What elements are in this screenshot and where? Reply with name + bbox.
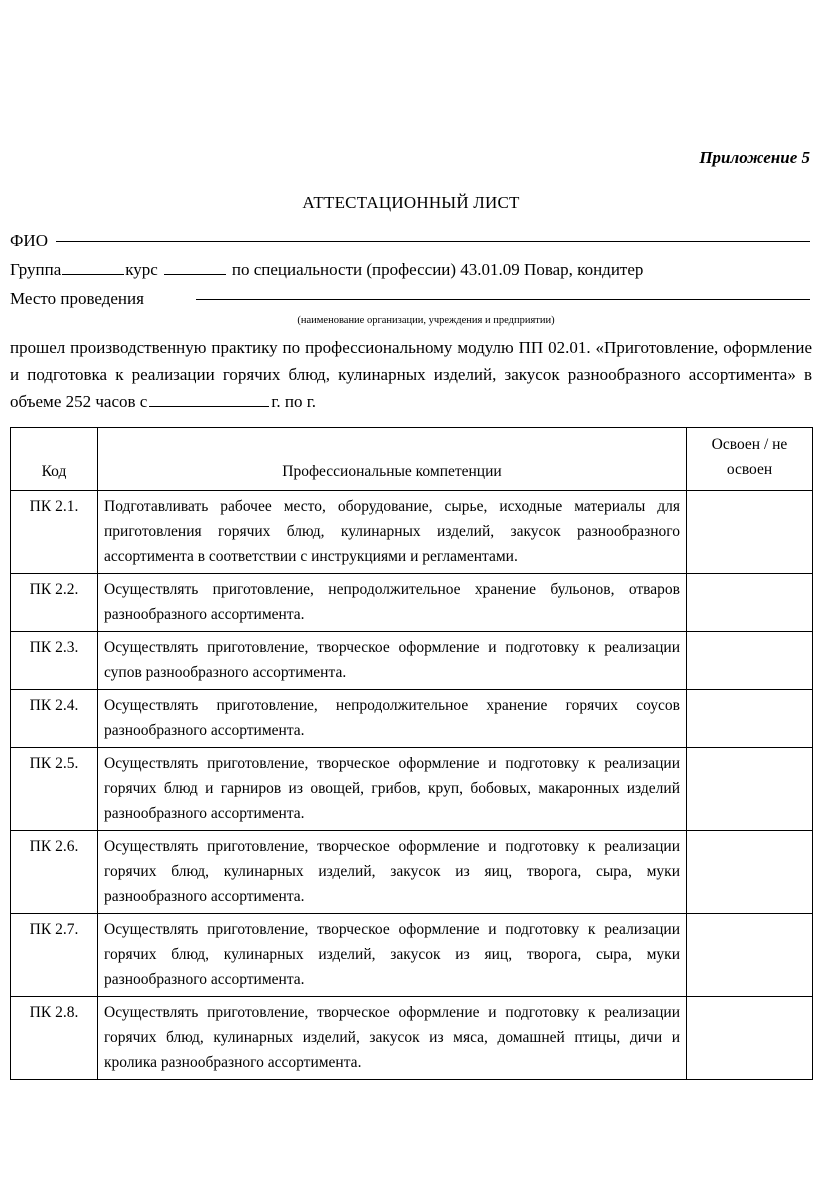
course-label: курс	[125, 260, 158, 279]
place-input-rule[interactable]	[196, 299, 810, 300]
practice-paragraph	[10, 334, 812, 415]
cell-code: ПК 2.6.	[11, 831, 98, 914]
cell-mastered[interactable]	[687, 491, 813, 574]
date-from-input-rule[interactable]	[149, 393, 269, 407]
table-row	[11, 997, 813, 1080]
cell-code: ПК 2.3.	[11, 632, 98, 690]
group-course-row	[10, 255, 812, 284]
table-head	[11, 428, 813, 491]
header-competencies: Профессиональные компетенции	[98, 428, 687, 491]
table-row	[11, 748, 813, 831]
specialty-text: по специальности (профессии) 43.01.09 Повар, кондитер	[231, 260, 644, 279]
table-row	[11, 690, 813, 748]
cell-mastered[interactable]	[687, 632, 813, 690]
table-row	[11, 574, 813, 632]
cell-code: ПК 2.5.	[11, 748, 98, 831]
cell-code: ПК 2.8.	[11, 997, 98, 1080]
cell-competency-text: Осуществлять приготовление, непродолжительное хранение горячих соусов разнообразного ассортимента.	[98, 690, 687, 748]
fio-label: ФИО	[10, 231, 48, 250]
paragraph-part-3: г.	[306, 392, 317, 411]
table-body	[11, 491, 813, 1080]
group-label: Группа	[10, 260, 62, 279]
cell-mastered[interactable]	[687, 831, 813, 914]
form-fields	[10, 226, 812, 327]
cell-mastered[interactable]	[687, 997, 813, 1080]
cell-code: ПК 2.1.	[11, 491, 98, 574]
header-code: Код	[11, 428, 98, 491]
table-header-row	[11, 428, 813, 491]
place-caption: (наименование организации, учреждения и предприятии)	[297, 315, 555, 326]
cell-mastered[interactable]	[687, 690, 813, 748]
cell-competency-text: Осуществлять приготовление, творческое оформление и подготовку к реализации горячих блюд, кулинарных изделий, закусок из мяса, домашней птицы, дичи и кролика разнообразного ассортимента.	[98, 997, 687, 1080]
group-input-rule[interactable]	[62, 261, 124, 275]
cell-competency-text: Осуществлять приготовление, творческое оформление и подготовку к реализации горячих блюд, кулинарных изделий, закусок из яиц, творога, сыра, муки разнообразного ассортимента.	[98, 914, 687, 997]
place-label: Место проведения	[10, 289, 144, 308]
document-content	[10, 0, 812, 1080]
page-title: АТТЕСТАЦИОННЫЙ ЛИСТ	[302, 193, 520, 212]
table-row	[11, 491, 813, 574]
fio-input-rule[interactable]	[56, 241, 810, 242]
cell-code: ПК 2.2.	[11, 574, 98, 632]
table-row	[11, 914, 813, 997]
paragraph-part-1: прошел производственную практику по профессиональному модулю ПП 02.01. «Приготовление, оформление и подготовка к реализации горячих блюд, кулинарных изделий, закусок разнообразного ассортимента» в объеме 252 часов с	[10, 338, 812, 411]
place-row	[10, 284, 812, 313]
cell-competency-text: Осуществлять приготовление, творческое оформление и подготовку к реализации супов разнообразного ассортимента.	[98, 632, 687, 690]
appendix-label: Приложение 5	[699, 148, 810, 167]
cell-mastered[interactable]	[687, 914, 813, 997]
paragraph-part-2: г. по	[271, 392, 303, 411]
cell-mastered[interactable]	[687, 574, 813, 632]
cell-competency-text: Осуществлять приготовление, творческое оформление и подготовку к реализации горячих блюд и гарниров из овощей, грибов, круп, бобовых, макаронных изделий разнообразного ассортимента.	[98, 748, 687, 831]
table-row	[11, 632, 813, 690]
cell-competency-text: Осуществлять приготовление, непродолжительное хранение бульонов, отваров разнообразного ассортимента.	[98, 574, 687, 632]
header-mastered: Освоен / не освоен	[687, 428, 813, 491]
cell-code: ПК 2.4.	[11, 690, 98, 748]
fio-row	[10, 226, 812, 255]
course-input-rule[interactable]	[164, 261, 226, 275]
competencies-table	[10, 427, 813, 1080]
cell-code: ПК 2.7.	[11, 914, 98, 997]
cell-competency-text: Подготавливать рабочее место, оборудование, сырье, исходные материалы для приготовления горячих блюд, кулинарных изделий, закусок разнообразного ассортимента в соответствии с инструкциями и регламентами.	[98, 491, 687, 574]
cell-competency-text: Осуществлять приготовление, творческое оформление и подготовку к реализации горячих блюд, кулинарных изделий, закусок из яиц, творога, сыра, муки разнообразного ассортимента.	[98, 831, 687, 914]
table-row	[11, 831, 813, 914]
cell-mastered[interactable]	[687, 748, 813, 831]
